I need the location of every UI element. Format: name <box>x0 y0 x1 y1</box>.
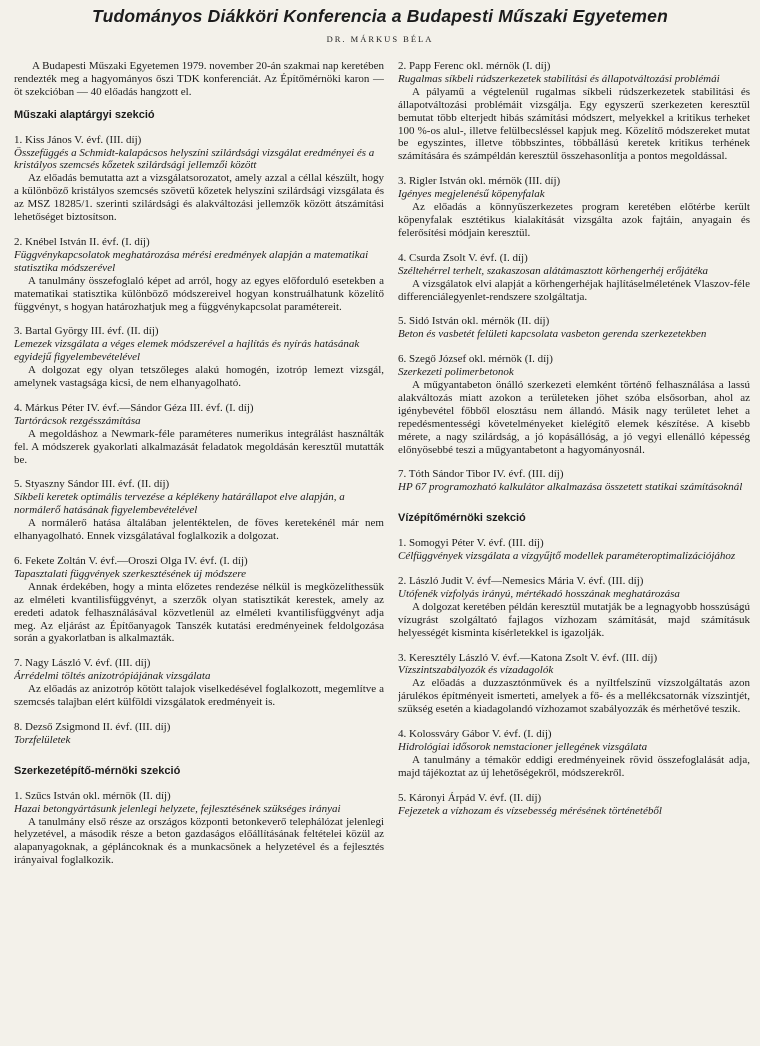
entry-summary: A tanulmány első része az országos központi betonkeverő telephálózat jelenlegi helyzetével, a második része a beton gazdaságos előállításának feltételei közül az alapanyagoknak, a gépláncoknak és a munkacsönek a helyzetével és a fejlesztés irányaival foglalkozik. <box>14 815 384 867</box>
entry-summary: Az előadás bemutatta azt a vizsgálatsorozatot, amely azzal a céllal készült, hogy a különböző kristályos szemcsés szövetű kőzetek helyszíni szilárdsági vizsgálata és az MSZ 18285/1. szerinti szilárdsági és alakváltozási jellemzők között átszámítási lehetőséget biztosítson. <box>14 172 384 224</box>
entry-title: Torzfelületek <box>14 733 71 746</box>
entry-summary: A dolgozat keretében példán keresztül mutatják be a legnagyobb hosszúságú vízugrást szolgáltató fajlagos vízhozam számítását, majd számításuk helyességét kisminta kísérletekkel is igazolják. <box>398 600 750 639</box>
left-column <box>14 60 384 1046</box>
entry-summary: A megoldáshoz a Newmark-féle paraméteres numerikus integrálást használták fel. A módszerek gyakorlati alkalmazását feladatok megoldásán keresztül mutatták be. <box>14 427 384 466</box>
entry-item <box>14 555 384 645</box>
entry-author: 2. Knébel István II. évf. (I. díj) <box>14 235 150 248</box>
entry-author: 4. Kolossváry Gábor V. évf. (I. díj) <box>398 728 552 741</box>
entry-title: Utófenék vízfolyás irányú, mértékadó hosszának meghatározása <box>398 587 680 600</box>
entry-item <box>14 478 384 543</box>
entry-author: 4. Márkus Péter IV. évf.—Sándor Géza III. évf. (I. díj) <box>14 401 254 414</box>
entry-summary: A tanulmány összefoglaló képet ad arról, hogy az egyes előforduló esetekben a matematikai statisztika különböző módszereivel hogyan konstruálhatunk közelítő függvényt, s hogyan határozhatjuk meg a függvénykapcsolat paramétereit. <box>14 274 384 313</box>
entry-author: 2. Papp Ferenc okl. mérnök (I. díj) <box>398 60 551 72</box>
entry-author: 4. Csurda Zsolt V. évf. (I. díj) <box>398 251 528 264</box>
entry-item <box>398 575 750 640</box>
entry-author: 3. Bartal György III. évf. (II. díj) <box>14 325 159 338</box>
entry-author: 3. Keresztély László V. évf.—Katona Zsolt V. évf. (III. díj) <box>398 651 658 664</box>
entry-item <box>14 721 384 747</box>
entry-summary: Az előadás a duzzasztónművek és a nyíltfelszínű vízszolgáltatás azon járulékos építményeit ismerteti, amelyek a fő- és a mellékcsatornák vízszintjét, szükség esetén a kiadagolandó vízhozamot szabályozzák és mérhetővé teszik. <box>398 677 750 716</box>
entry-item <box>14 236 384 313</box>
entry-title: Vízszintszabályozók és vízadagolók <box>398 664 554 677</box>
right-column <box>398 60 750 1046</box>
entry-item <box>398 315 750 341</box>
entry-author: 7. Nagy László V. évf. (III. díj) <box>14 657 151 670</box>
entry-title: Igényes megjelenésű köpenyfalak <box>398 188 545 201</box>
entry-author: 7. Tóth Sándor Tibor IV. évf. (III. díj) <box>398 468 564 481</box>
entry-title: Hazai betongyártásunk jelenlegi helyzete, fejlesztésének szükséges irányai <box>14 802 341 815</box>
entry-summary: A normálerő hatása általában jelentéktelen, de föves keretekénél már nem elhanyagolható. Ennek vizsgálatával foglalkozik a dolgozat. <box>14 517 384 543</box>
entry-item <box>398 792 750 818</box>
entry-author: 8. Dezső Zsigmond II. évf. (III. díj) <box>14 720 171 733</box>
entry-title: Összefüggés a Schmidt-kalapácsos helyszíni szilárdsági vizsgálat eredményei és a kristályos szemcsés kőzetek szilárdsági jellemzői között <box>14 146 375 172</box>
entry-author: 1. Somogyi Péter V. évf. (III. díj) <box>398 537 544 550</box>
entry-list <box>398 60 750 494</box>
entry-title: Széltehérrel terhelt, szakaszosan alátámasztott körhengerhéj erőjátéka <box>398 264 709 277</box>
entry-title: Fejezetek a vízhozam és vízsebesség mérésének történetéből <box>398 804 662 817</box>
page-title: Tudományos Diákköri Konferencia a Budapesti Műszaki Egyetemen <box>92 6 668 26</box>
section-heading: Szerkezetépítő-mérnöki szekció <box>14 764 181 777</box>
entry-title: Beton és vasbetét felületi kapcsolata vasbeton gerenda szerkezetekben <box>398 328 707 341</box>
entry-item <box>398 252 750 304</box>
entry-title: Síkbeli keretek optimális tervezése a képlékeny határállapot elve alapján, a normálerő hatásának figyelembevételével <box>14 491 345 517</box>
entry-title: Rugalmas síkbeli rúdszerkezetek stabilitási és állapotváltozási problémái <box>398 72 720 85</box>
entry-list <box>14 790 384 867</box>
entry-item <box>398 728 750 780</box>
entry-item <box>398 353 750 456</box>
intro-paragraph: A Budapesti Műszaki Egyetemen 1979. november 20-án szakmai nap keretében rendezték meg a hagyományos őszi TDK konferenciát. Az Építőmérnöki karon — öt szekcióban — 40 előadás hangzott el. <box>14 60 384 98</box>
entry-summary: A vizsgálatok elvi alapját a körhengerhéjak hajlításelméletének Vlaszov-féle differenciálegyenlet-rendszere szolgáltatja. <box>398 277 750 303</box>
entry-author: 3. Rigler István okl. mérnök (III. díj) <box>398 175 561 188</box>
section-heading: Műszaki alaptárgyi szekció <box>14 108 155 121</box>
entry-item <box>398 60 750 163</box>
entry-item <box>398 175 750 240</box>
section-heading: Vízépítőmérnöki szekció <box>398 512 526 525</box>
entry-title: Függvénykapcsolatok meghatározása mérési eredmények alapján a matematikai statisztika módszerével <box>14 248 369 274</box>
entry-item <box>14 134 384 224</box>
entry-item <box>14 657 384 709</box>
entry-author: 6. Szegő József okl. mérnök (I. díj) <box>398 353 553 366</box>
entry-item <box>398 537 750 563</box>
entry-list <box>398 537 750 817</box>
entry-item <box>14 790 384 867</box>
entry-title: Tapasztalati függvények szerkesztésének új módszere <box>14 567 246 580</box>
entry-title: Tartórácsok rezgésszámítása <box>14 414 141 427</box>
entry-summary: Annak érdekében, hogy a minta előzetes rendezése nélkül is megközelíthessük az elméleti kvantilisfüggvényt, a szerzők olyan statisztikát kerestek, amely az eredeti adatok felhasználásával közvetlenül az elméleti kvantilisfüggvényt adja meg. Az eljárást az Építőanyagok Tanszék kutatási eredményeinek feldolgozása során a gyakorlatban is alkalmazták. <box>14 580 384 645</box>
entry-title: Hidrológiai idősorok nemstacioner jellegének vizsgálata <box>398 740 648 753</box>
entry-title: Szerkezeti polimerbetonok <box>398 366 514 379</box>
entry-title: Árrédelmi töltés anizotrópiájának vizsgálata <box>14 670 211 683</box>
entry-item <box>14 325 384 390</box>
entry-title: Lemezek vizsgálata a véges elemek módszerével a hajlítás és nyírás hatásának egyidejű figyelembevételével <box>14 338 360 364</box>
entry-item <box>398 652 750 717</box>
entry-item <box>398 468 750 494</box>
entry-title: HP 67 programozható kalkulátor alkalmazása összetett statikai számításoknál <box>398 481 743 494</box>
entry-author: 5. Styaszny Sándor III. évf. (II. díj) <box>14 478 170 491</box>
entry-author: 6. Fekete Zoltán V. évf.—Oroszi Olga IV. évf. (I. díj) <box>14 555 248 567</box>
entry-author: 1. Szűcs István okl. mérnök (II. díj) <box>14 789 171 802</box>
entry-summary: A tanulmány a témakör eddigi eredményeinek rövid összefoglalását adja, majd tájékoztat az új lehetőségekről, módszerekről. <box>398 753 750 779</box>
author-line: DR. MÁRKUS BÉLA <box>326 34 434 44</box>
entry-author: 2. László Judit V. évf—Nemesics Mária V. évf. (III. díj) <box>398 575 644 587</box>
entry-summary: A műgyantabeton önálló szerkezeti elemként történő felhasználása a lassú alakváltozás miatt azokon a területeken jöhet szóba elsősorban, ahol az igénybevétel főbből elosztásu nem állandó. Másik nagy területet lehet a repedésmentességi követelményeket kielégítő elemek készítése. A kisebb mérete, a nagy szilárdság, a jó kopásállóság, a jó vegyi ellenálló képesség előnyösebbé teszi a műgyantabetont a hagyományosnál. <box>398 379 750 456</box>
entry-item <box>14 402 384 467</box>
entry-author: 1. Kiss János V. évf. (III. díj) <box>14 133 142 146</box>
entry-summary: Az előadás az anizotróp kötött talajok viselkedésével foglalkozott, megemlítve a szemcsés talajban elért külföldi vizsgálatok eredményeit is. <box>14 683 384 709</box>
entry-author: 5. Káronyi Árpád V. évf. (II. díj) <box>398 791 542 804</box>
entry-title: Célfüggvények vizsgálata a vízgyűjtő modellek paraméteroptimalizációjához <box>398 550 736 563</box>
entry-list <box>14 134 384 747</box>
entry-summary: A dolgozat egy olyan tetszőleges alakú homogén, izotróp lemezt vizsgál, amelynek vastagsága kicsi, de nem elhanyagolható. <box>14 364 384 390</box>
entry-summary: A pályamű a végtelenül rugalmas síkbeli rúdszerkezetek stabilitási és állapotváltozási problémáit vizsgálja. Egy egyszerű szerkezeten keresztül bemutat több elterjedt hibás számítási módszert, melyekkel a kritikus terheket 100 %-os alul-, illetve felülbecsléssel kapjuk meg. Közelítő módszereket mutat be egyszintes, illetve többszintes, többállású keretek kritikus terhének számítására és számpéldán keresztül összehasonlítja a pontos megoldással. <box>398 85 750 163</box>
entry-author: 5. Sidó István okl. mérnök (II. díj) <box>398 315 550 328</box>
entry-summary: Az előadás a könnyűszerkezetes program keretében előtérbe került köpenyfalak esztétikus kialakítását vizsgálta azok fajtáin, anyagain és felerősítési módjain keresztül. <box>398 201 750 239</box>
